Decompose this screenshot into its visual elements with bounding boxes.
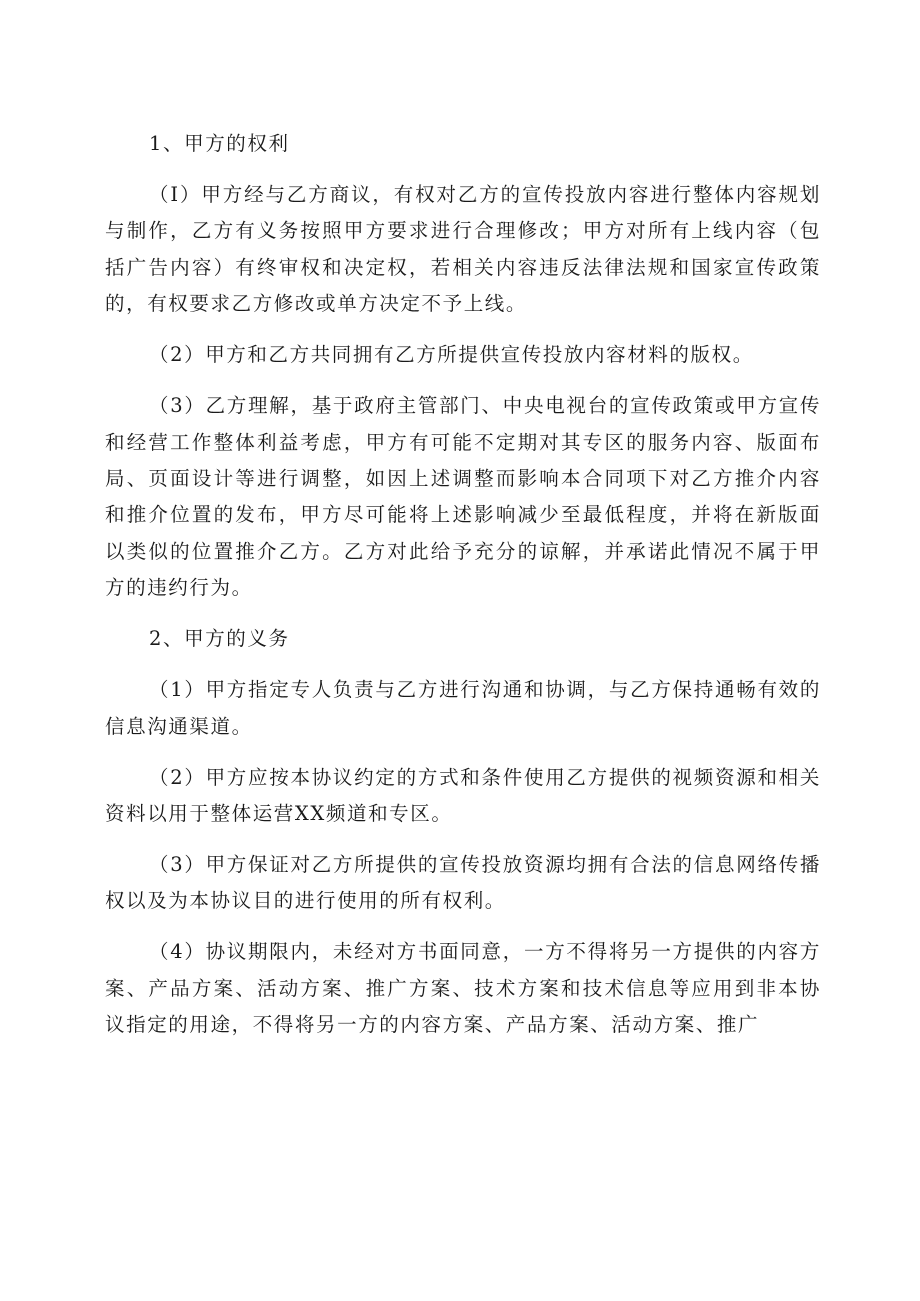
section-heading-obligations: 2、甲方的义务 <box>149 627 290 651</box>
paragraph-rights-3: （3）乙方理解，基于政府主管部门、中央电视台的宣传政策或甲方宣传和经营工作整体利益考虑，甲方有可能不定期对其专区的服务内容、版面布局、页面设计等进行调整，如因上述调整而影响本合同项下对乙方推介内容和推介位置的发布，甲方尽可能将上述影响减少至最低程度，并将在新版面以类似的位置推介乙方。乙方对此给予充分的谅解，并承诺此情况不属于甲方的违约行为。 <box>105 394 821 600</box>
section-heading-rights: 1、甲方的权利 <box>149 132 290 155</box>
paragraph-obligations-2: （2）甲方应按本协议约定的方式和条件使用乙方提供的视频资源和相关资料以用于整体运营XX频道和专区。 <box>105 765 821 826</box>
paragraph-rights-1: （I）甲方经与乙方商议，有权对乙方的宣传投放内容进行整体内容规划与制作，乙方有义务按照甲方要求进行合理修改；甲方对所有上线内容（包括广告内容）有终审权和决定权，若相关内容违反法律法规和国家宣传政策的，有权要求乙方修改或单方决定不予上线。 <box>105 183 821 316</box>
paragraph-obligations-3: （3）甲方保证对乙方所提供的宣传投放资源均拥有合法的信息网络传播权以及为本协议目的进行使用的所有权利。 <box>105 853 821 913</box>
paragraph-obligations-4: （4）协议期限内，未经对方书面同意，一方不得将另一方提供的内容方案、产品方案、活动方案、推广方案、技术方案和技术信息等应用到非本协议指定的用途，不得将另一方的内容方案、产品方案、活动方案、推广 <box>105 940 821 1037</box>
paragraph-rights-2: （2）甲方和乙方共同拥有乙方所提供宣传投放内容材料的版权。 <box>149 343 754 367</box>
paragraph-obligations-1: （1）甲方指定专人负责与乙方进行沟通和协调，与乙方保持通畅有效的信息沟通渠道。 <box>105 678 821 738</box>
document-page <box>105 126 821 1058</box>
